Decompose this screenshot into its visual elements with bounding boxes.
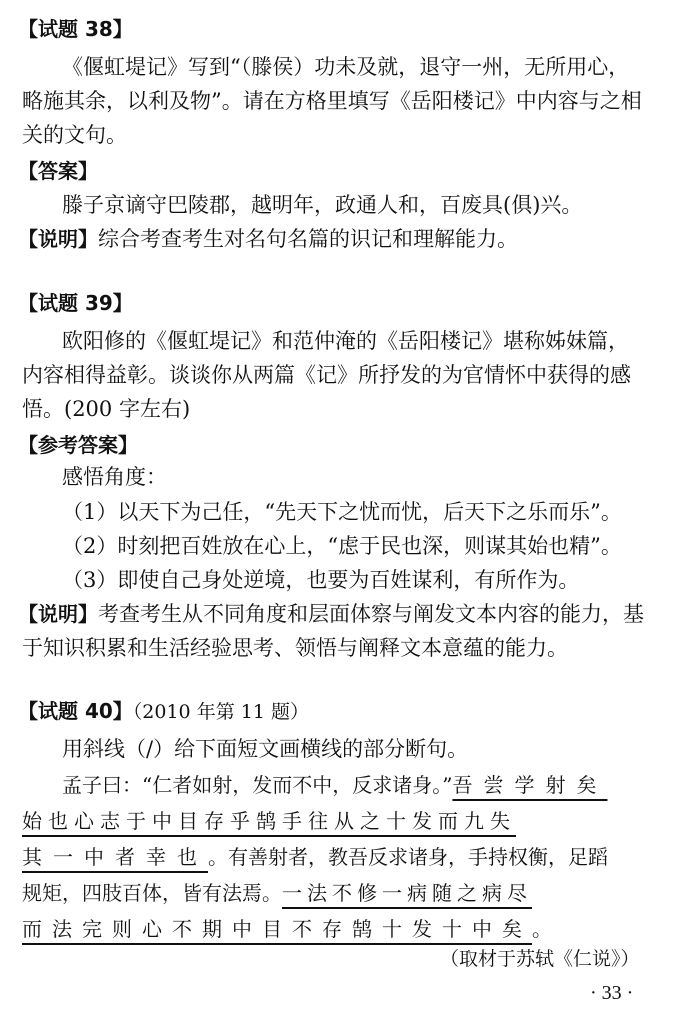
q39-question-line-1: 欧阳修的《偃虹堤记》和范仲淹的《岳阳楼记》堪称姊妹篇，: [62, 329, 629, 353]
q39-note-text-1: 考查考生从不同角度和层面体察与阐发文本内容的能力，基: [98, 602, 644, 626]
q40-passage-plain-3: 。有善射者，教吾反求诸身，手持权衡，足蹈: [208, 845, 608, 869]
q40-passage-line-1: [62, 770, 607, 800]
q39-title: 【试题 39】: [18, 291, 133, 315]
q40-title-meta: （2010 年第 11 题）: [132, 701, 309, 723]
q40-passage-plain-4: 规矩，四肢百体，皆有法焉。: [22, 881, 282, 905]
q39-answer-point-1: （1）以天下为己任，“先天下之忧而忧，后天下之乐而乐”。: [62, 500, 622, 524]
q39-question-line-3: 悟。(200 字左右): [22, 397, 191, 421]
q38-title: 【试题 38】: [18, 17, 133, 41]
q40-passage-plain-1: 孟子曰：“仁者如射，发而不中，反求诸身。”: [62, 773, 453, 797]
q40-passage-underlined-1: 吾尝学射矣: [452, 773, 608, 797]
q38-note-text: 综合考查考生对名句名篇的识记和理解能力。: [98, 227, 518, 251]
q39-question-line-2: 内容相得益彰。谈谈你从两篇《记》所抒发的为官情怀中获得的感: [22, 363, 631, 387]
q39-answer-point-2: （2）时刻把百姓放在心上，“虑于民也深，则谋其始也精”。: [62, 534, 622, 558]
q38-note-label: 【说明】: [18, 227, 98, 251]
q39-note-label: 【说明】: [18, 602, 98, 626]
q40-passage-line-5: [22, 914, 552, 944]
q40-passage-line-4: [22, 878, 532, 908]
q38-answer-text: 滕子京谪守巴陵郡，越明年，政通人和，百废具(俱)兴。: [62, 193, 583, 217]
q39-answer-point-3: （3）即使自己身处逆境，也要为百姓谋利，有所作为。: [62, 568, 580, 592]
q40-passage-underlined-2: 始也心志于中目存乎鹄手往从之十发而九失: [22, 809, 516, 833]
q40-title-row: [18, 696, 309, 726]
q40-passage-plain-5: 。: [532, 917, 552, 941]
page-number: · 33 ·: [590, 982, 634, 1004]
q39-note-line-1: [18, 599, 644, 629]
q38-question-line-2: 略施其余，以利及物”。请在方格里填写《岳阳楼记》中内容与之相: [22, 89, 642, 113]
q38-note: [18, 224, 518, 254]
q40-passage-line-3: [22, 842, 608, 872]
q40-instruction: 用斜线（/）给下面短文画横线的部分断句。: [62, 737, 469, 761]
q40-passage-underlined-5: 而法完则心不期中目不存鹄十发十中矣: [22, 917, 532, 941]
q39-answer-label: 【参考答案】: [18, 433, 138, 457]
q39-answer-intro: 感悟角度：: [62, 465, 167, 489]
q38-question-line-3: 关的文句。: [22, 123, 127, 147]
q38-answer-label: 【答案】: [18, 159, 98, 183]
q40-passage-line-2: [22, 806, 516, 836]
q40-passage-underlined-4: 一法不修一病随之病尽: [282, 881, 532, 905]
q39-note-line-2: 于知识积累和生活经验思考、领悟与阐释文本意蕴的能力。: [22, 636, 568, 660]
q40-source: （取材于苏轼《仁说》）: [440, 948, 640, 970]
q40-title: 【试题 40】: [18, 699, 133, 723]
q40-passage-underlined-3: 其一中者幸也: [22, 845, 208, 869]
q38-question-line-1: 《偃虹堤记》写到“（滕侯）功未及就，退守一州，无所用心，: [62, 55, 630, 79]
